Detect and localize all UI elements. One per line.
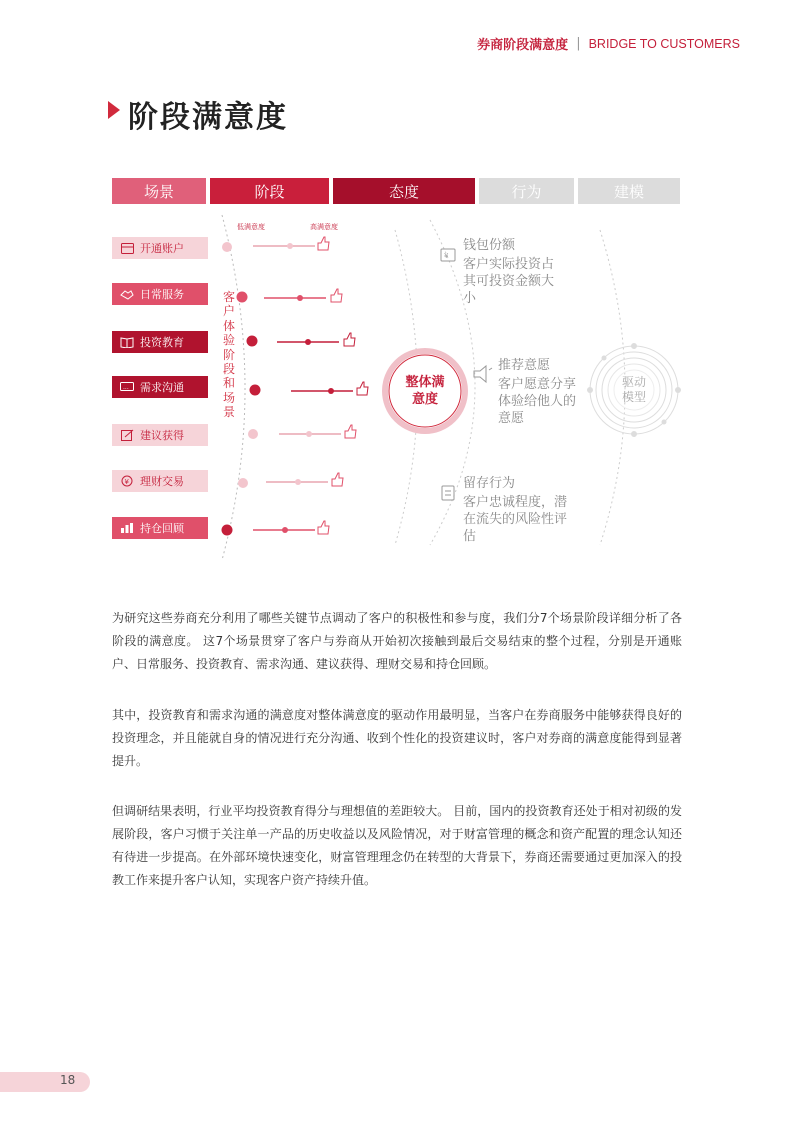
scene-label: 建议获得 xyxy=(140,429,184,442)
center-overall-label: 整体满意度 xyxy=(405,375,445,407)
scene-label: 日常服务 xyxy=(140,288,184,301)
item-retention xyxy=(463,475,568,545)
wallet-icon xyxy=(441,249,455,261)
item-recommend xyxy=(498,357,580,427)
item-title: 钱包份额 xyxy=(463,238,516,253)
header-separator: | xyxy=(576,36,581,51)
svg-text:¥: ¥ xyxy=(124,478,129,486)
tab-attitude-label: 态度 xyxy=(388,182,419,201)
paragraph: 其中，投资教育和需求沟通的满意度对整体满意度的驱动作用最明显，当客户在券商服务中能够获得良好的投资理念，并且能就自身的情况进行充分沟通、收到个性化的投资建议时，客户对券商的满意度能得到显著提升。 xyxy=(112,708,682,768)
svg-text:¥: ¥ xyxy=(444,252,449,260)
page-number: 18 xyxy=(60,1073,76,1087)
tab-stage-label: 阶段 xyxy=(254,182,285,201)
header-section-en: BRIDGE TO CUSTOMERS xyxy=(588,36,740,51)
stage-dot xyxy=(247,336,258,347)
item-desc: 客户愿意分享体验给他人的意愿 xyxy=(498,377,577,426)
scene-label: 理财交易 xyxy=(140,475,184,488)
scene-label: 需求沟通 xyxy=(140,381,184,394)
scene-label: 投资教育 xyxy=(140,336,184,349)
item-desc: 客户实际投资占其可投资金额大小 xyxy=(463,257,555,306)
paragraph: 但调研结果表明，行业平均投资教育得分与理想值的差距较大。 目前，国内的投资教育还处于相对初级的发展阶段，客户习惯于关注单一产品的历史收益以及风险情况，对于财富管理的概念和资产配置的理念认知还有待进一步提高。在外部环境快速变化，财富管理理念仍在转型的大背景下，券商还需要通过更加深入的投教工作来提升客户认知，实现客户资产持续升值。 xyxy=(112,804,682,887)
item-title: 推荐意愿 xyxy=(498,358,551,373)
megaphone-icon xyxy=(474,366,492,382)
scale-low-label: 低满意度 xyxy=(237,223,265,231)
stage-dot xyxy=(222,525,233,536)
item-desc: 客户忠诚程度，潜在流失的风险性评估 xyxy=(463,495,568,544)
scene-label: 开通账户 xyxy=(140,242,184,255)
satisfaction-lines xyxy=(253,243,353,533)
stage-dot xyxy=(238,478,248,488)
scene-label: 持仓回顾 xyxy=(140,522,184,535)
stage-dot xyxy=(222,242,232,252)
tab-behavior-label: 行为 xyxy=(511,182,542,201)
page-number-bar xyxy=(0,1072,90,1092)
item-wallet-share xyxy=(463,237,563,307)
scale-high-label: 高满意度 xyxy=(310,223,338,231)
item-title: 留存行为 xyxy=(463,476,516,491)
header-section-cn: 券商阶段满意度 xyxy=(477,38,569,53)
driver-model-label: 驱动模型 xyxy=(621,375,646,404)
paragraph: 为研究这些券商充分利用了哪些关键节点调动了客户的积极性和参与度，我们分7个场景阶段详细分析了各阶段的满意度。 这7个场景贯穿了客户与券商从开始初次接触到最后交易结束的整个过程，分别是开通账户、日常服务、投资教育、需求沟通、建议获得、理财交易和持仓回顾。 xyxy=(112,611,682,671)
svg-text:...: ... xyxy=(123,383,129,391)
stage-dot xyxy=(248,429,258,439)
tab-scene-label: 场景 xyxy=(143,182,174,201)
clipboard-icon xyxy=(442,486,454,500)
thumbs-up-icons xyxy=(318,237,368,534)
page-title: 阶段满意度 xyxy=(128,100,288,135)
stage-dot xyxy=(250,385,261,396)
stage-dot xyxy=(237,292,248,303)
vertical-stage-label: 客户体验阶段和场景 xyxy=(222,290,235,420)
tab-model-label: 建模 xyxy=(613,182,644,201)
